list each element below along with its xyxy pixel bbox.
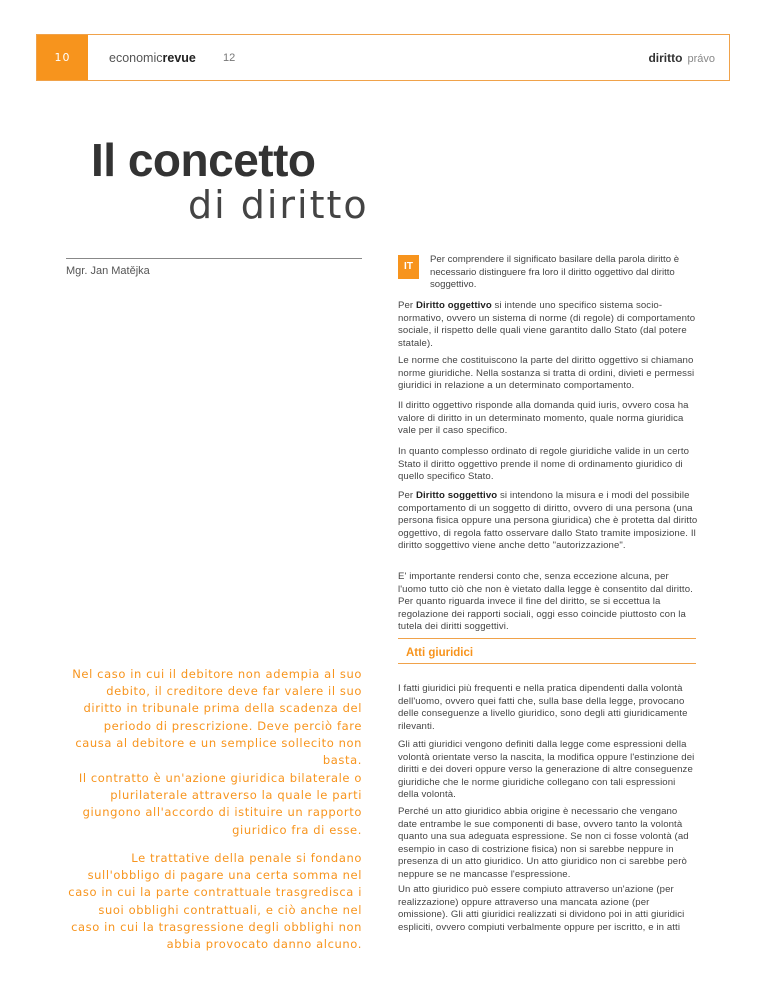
page-header <box>36 34 730 81</box>
paragraph: Le norme che costituiscono la parte del diritto oggettivo si chiamano norme giuridiche. Nella sostanza si tratta di ordini, divieti e permessi giuridici in relazione a un determinato comportamento. <box>398 355 695 392</box>
paragraph: Gli atti giuridici vengono definiti dalla legge come espressioni della volontà orientate verso la nascita, la modifica oppure l'estinzione dei diritti e dei doveri oppure verso la generazione di altre conseguenze giuridiche che le norme giuridiche collegano con tali espressioni della volontà. <box>398 739 695 801</box>
article-subtitle: di diritto <box>188 183 369 227</box>
author-name: Mgr. Jan Matějka <box>66 265 150 277</box>
subheading-rule-top <box>398 638 696 639</box>
language-badge: IT <box>398 255 419 279</box>
page-number: 10 <box>37 35 88 80</box>
section-label: diritto právo <box>648 51 715 65</box>
issue-number: 12 <box>223 52 236 64</box>
divider <box>66 258 362 259</box>
pull-quote: Le trattative della penale si fondano sull'obbligo di pagare una certa somma nel caso in cui la parte contrattuale trasgredisca i suoi obblighi contrattuali, e ciò anche nel caso in cui la trasgressione degli obblighi non abbia provocato danno alcuno. <box>68 851 362 952</box>
paragraph: E' importante rendersi conto che, senza eccezione alcuna, per l'uomo tutto ciò che non è vietato dalla legge è consentito dal diritto. Per quanto riguarda invece il fine del diritto, se si eccettua la regolazione dei rapporti sociali, oggi esso coincide piuttosto con la tutela dei diritti soggettivi. <box>398 571 693 633</box>
subheading: Atti giuridici <box>406 647 474 659</box>
paragraph-diritto-soggettivo: Per Diritto soggettivo si intendono la misura e i modi del possibile comportamento di un soggetto di diritto, ovvero di una persona (una persona fisica oppure una persona giuridica) che è protetta dal diritto oggettivo, di regola fatto osservare dallo Stato tramite imposizione. Il diritto soggettivo viene anche detto "autorizzazione". <box>398 490 698 552</box>
article-title: Il concetto <box>91 134 316 186</box>
subheading-rule-bottom <box>398 663 696 664</box>
paragraph-diritto-oggettivo: Per Diritto oggettivo si intende uno specifico sistema socio-normativo, ovvero un sistema di norme (di regole) di comportamento sociale, il rispetto delle quali viene garantito dallo Stato (dal potere statale). <box>398 300 696 349</box>
pull-quote: Nel caso in cui il debitore non adempia al suo debito, il creditore deve far valere il suo diritto in tribunale prima della scadenza del periodo di prescrizione. Deve perciò fare causa al debitore e un semplice sollecito non basta. <box>72 667 362 768</box>
paragraph: In quanto complesso ordinato di regole giuridiche valide in un certo Stato il diritto oggettivo prende il nome di ordinamento giuridico di quello specifico Stato. <box>398 446 690 483</box>
magazine-brand: economicrevue <box>109 51 196 65</box>
paragraph: Un atto giuridico può essere compiuto attraverso un'azione (per realizzazione) oppure attraverso una mancata azione (per omissione). Gli atti giuridici realizzati si dividono poi in atti giuridici espliciti, ovvero compiuti verbalmente oppure per iscritto, e in atti <box>398 884 685 933</box>
pull-quote: Il contratto è un'azione giuridica bilaterale o plurilaterale attraverso la quale le parti giungono all'accordo di istituire un rapporto giuridico fra di esse. <box>78 771 362 837</box>
paragraph: Perché un atto giuridico abbia origine è necessario che vengano date entrambe le sue componenti di base, ovvero tanto la volontà quanto una sua adeguata espressione. Se non ci fosse volontà (ad esempio in caso di costrizione fisica) non si sarebbe neppure in presenza di un atto giuridico. Un atto giuridico non ci sarebbe però neppure se ne mancasse l'espressione. <box>398 806 689 880</box>
paragraph: Il diritto oggettivo risponde alla domanda quid iuris, ovvero cosa ha valore di diritto in un determinato momento, quale norma giuridica vale per il caso specifico. <box>398 400 689 437</box>
paragraph: I fatti giuridici più frequenti e nella pratica dipendenti dalla volontà dell'uomo, ovvero quei fatti che, sulla base della legge, provocano delle conseguenze a livello giuridico, sono degli atti giuridicamente rilevanti. <box>398 683 688 732</box>
intro-paragraph: Per comprendere il significato basilare della parola diritto è necessario distinguere fra loro il diritto oggettivo dal diritto soggettivo. <box>430 254 680 291</box>
